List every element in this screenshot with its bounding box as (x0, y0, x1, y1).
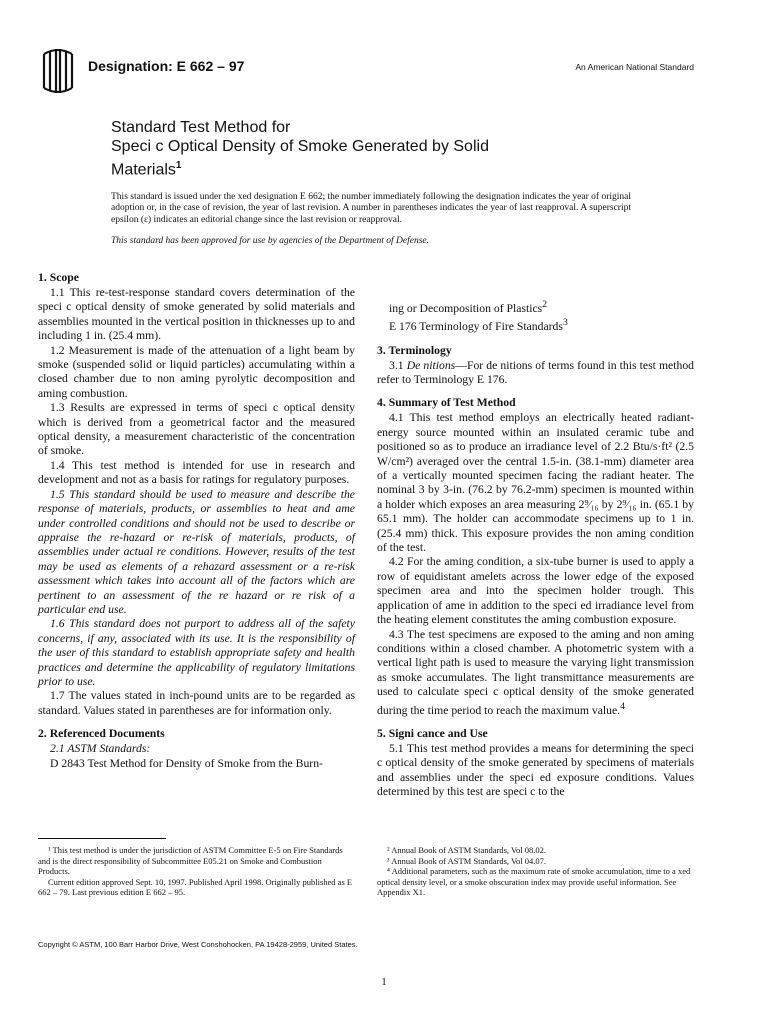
footnote-3: ³ Annual Book of ASTM Standards, Vol 04.07. (387, 855, 547, 866)
issuance-note: This standard is issued under the xed designation E 662; the number immediately following the designation indicates the year of original adoption or, in the case of revision, the year of last revision. A number in parentheses indicates the year of last reapproval. A superscript epsilon (ε) indicates an editorial change since the last revision or reapproval. (111, 192, 631, 225)
title-line-2: Speci c Optical Density of Smoke Generated by Solid (111, 138, 489, 155)
reference-d2843-continued: ing or Decomposition of Plastics$^2$ (389, 299, 548, 315)
reference-e176: E 176 Terminology of Fire Standards$^3$ (389, 317, 568, 334)
paragraph-2-1: 2.1 ASTM Standards: (50, 742, 151, 756)
section-heading-referenced-documents: 2. Referenced Documents (38, 727, 165, 741)
section-heading-significance: 5. Signi cance and Use (377, 726, 488, 740)
dod-approval-note: This standard has been approved for use by agencies of the Department of Defense. (111, 236, 430, 246)
section-heading-summary: 4. Summary of Test Method (377, 396, 516, 410)
section-heading-terminology: 3. Terminology (377, 343, 452, 357)
astm-logo-icon (40, 48, 76, 94)
title-line-1: Standard Test Method for (111, 119, 291, 136)
paragraph-3-1: 3.1 De nitions—For de nitions of terms found in this test method refer to Terminology E 176. (377, 358, 695, 386)
left-column (38, 270, 355, 771)
paragraph-1-6: 1.6 This standard does not purport to address all of the safety concerns, if any, associated with its use. It is the responsibility of the user of this standard to establish appropriate safety and health practices and determine the applicability of regulatory limitations prior to use. (38, 617, 355, 688)
footnote-1a: ¹ This test method is under the jurisdiction of ASTM Committee E-5 on Fire Standards and is the direct responsibility of Subcommittee E05.21 on Smoke and Combustion Products. (38, 845, 343, 877)
right-column (377, 298, 694, 799)
paragraph-4-2: 4.2 For the aming condition, a six-tube burner is used to apply a row of equidistant amelets across the lower edge of the exposed specimen area and into the specimen holder trough. This application of ame in addition to the speci ed irradiance level from the heating element constitutes the aming combustion exposure. (377, 555, 694, 627)
footnote-2: ² Annual Book of ASTM Standards, Vol 08.02. (387, 845, 547, 855)
paragraph-1-4: 1.4 This test method is intended for use in research and development and not as a basis for ratings for regulatory purposes. (38, 458, 355, 487)
footnotes-left (38, 845, 355, 898)
paragraph-1-1: 1.1 This re-test-response standard covers determination of the speci c optical density of smoke generated by solid materials and assemblies mounted in the vertical position in thicknesses up to and including 1 in. (25.4 mm). (38, 286, 355, 343)
paragraph-1-2: 1.2 Measurement is made of the attenuation of a light beam by smoke (suspended solid or liquid particles) accumulating within a closed chamber due to non aming pyrolytic decomposition and aming combustion. (38, 343, 355, 400)
footnote-4: ⁴ Additional parameters, such as the maximum rate of smoke accumulation, time to a xed optical density level, or a smoke obscuration index may provide useful information. See Appendix X1. (377, 866, 691, 898)
paragraph-4-1: 4.1 This test method employs an electrically heated radiant-energy source mounted within an insulated ceramic tube and positioned so as to produce an irradiance level of 2.2 Btu/s·ft² (2.5 W/cm²) averaged over the central 1.5-in. (38.1-mm) diameter area of a vertically mounted specimen facing the radiant heater. The nominal 3 by 3-in. (76.2 by 76.2-mm) specimen is mounted within a holder which exposes an area measuring 2⁹⁄₁₆ by 2⁹⁄₁₆ in. (65.1 by 65.1 mm). The holder can accommodate specimens up to 1 in. (25.4 mm) thick. This exposure provides the non aming condition of the test. (377, 411, 694, 555)
paragraph-1-3: 1.3 Results are expressed in terms of speci c optical density which is derived from a geometrical factor and the measured optical density, a measurement characteristic of the concentration of smoke. (38, 401, 355, 458)
copyright-line: Copyright © ASTM, 100 Barr Harbor Drive, West Conshohocken, PA 19428-2959, United States. (38, 940, 358, 949)
footnote-1b: Current edition approved Sept. 10, 1997. Published April 1998. Originally published as E 662 – 79. Last previous edition E 662 – 95. (38, 876, 353, 898)
paragraph-1-5: 1.5 This standard should be used to measure and describe the response of materials, products, or assemblies to heat and ame under controlled conditions and should not be used to describe or appraise the re-hazard or re-risk of materials, products, of assemblies under actual re conditions. However, results of the test may be used as elements of a rehazard assessment or a re-risk assessment which takes into account all of the factors which are pertinent to an assessment of the re hazard or re risk of a particular end use. (38, 487, 355, 616)
paragraph-4-3: 4.3 The test specimens are exposed to the aming and non aming conditions within a closed chamber. A photometric system with a vertical light path is used to measure the varying light transmission as smoke accumulates. The light transmittance measurements are used to calculate speci c optical density of the smoke generated during the time period to reach the maximum value.$^4$ (377, 627, 694, 717)
astm-logo (40, 48, 76, 94)
title-footnote-mark: 1 (175, 160, 182, 171)
reference-d2843: D 2843 Test Method for Density of Smoke from the Burn- (50, 756, 323, 770)
title-line-3: Materials$^1$ (111, 160, 182, 179)
page-number: 1 (381, 976, 387, 988)
section-heading-scope: 1. Scope (38, 271, 79, 284)
paragraph-1-7: 1.7 The values stated in inch-pound units are to be regarded as standard. Values stated in parentheses are for information only. (38, 689, 355, 717)
document-title (111, 118, 631, 179)
standard-type: An American National Standard (575, 62, 694, 72)
footnotes-right (377, 845, 694, 898)
footnote-rule (38, 838, 166, 839)
paragraph-5-1: 5.1 This test method provides a means for determining the speci c optical density of the smoke generated by specimens of materials and assemblies under the speci ed exposure conditions. Values determined by this test are speci c to the (377, 741, 694, 799)
designation: Designation: E 662 – 97 (88, 58, 245, 74)
